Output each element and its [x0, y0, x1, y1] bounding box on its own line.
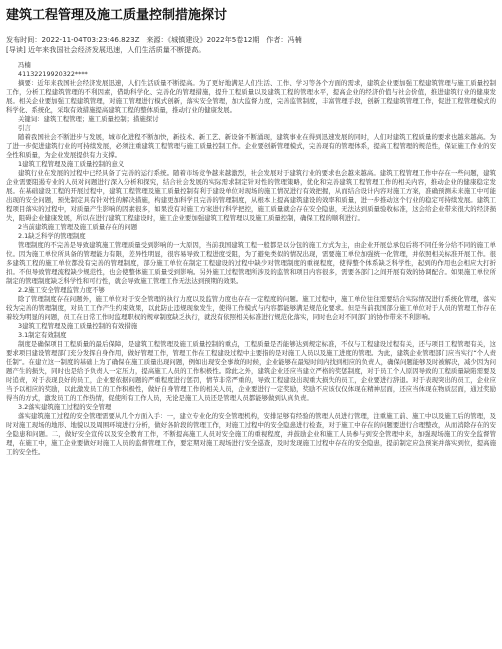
source-label: 来源：: [146, 35, 168, 44]
source-value: 《城镇建设》2022年5卷12期: [167, 35, 260, 44]
section-2-2-heading: 2.2施工安全管理监管力度不够: [18, 286, 105, 294]
section-2-1-paragraph: 管理制度的不完善是导致建筑施工管理质量受到影响的一大原因，当前我国建筑工程一般都是以分包的施工方式为主，由企业开展总承包后将不同任务分给不同的施工单位。因为施工单位所具备的管理能力有限，差异性明显，很容易导致工程进度受阻，为了避免类似的情况出现，需要施工单位加强统一化管理，并依照相关标准开展工作。很多建筑工程的施工单位都没有完善的管理制度，部分施工单位在制定工程建设的过程中缺少对管理制度的重视程度，使得整个体系缺乏科学性，起到的作用也会相应大打折扣。不但导致管理流程缺少规范性，也会使整体施工质量受到影响。另外施工过程管理所涉及的监管和项目内容很多，需要各部门之间开展有效的协调配合。如果施工单位所制定的管理制度缺乏科学性和可行性，就会导致施工管理工作无法达到预期的效果。: [6, 241, 496, 285]
section-3-heading: 3建筑工程管理及施工质量控制的有效措施: [18, 322, 138, 330]
keywords-line: 关键词：建筑工程管理；施工质量控制；措施探讨: [18, 115, 159, 123]
section-3-2-heading: 3.2落实建筑施工过程的安全管理: [18, 403, 112, 411]
section-3-1-paragraph: 制度是确保项目工程质量的最后保障，是建筑工程管理及施工质量控制的重点，工程质量是否能够达到规定标准，不仅与工程建设过程有关，还与项目工程管理有关，这要求项目建设管理部门充分发挥自身作用，做好管理工作，管理工作在工程建设过程中主要指的是对施工人员以及施工进度的管理。为此，建筑企业管理部门应当实行“个人责任制”。在建立这一制度的基础上为了确保在施工质量出现问题，例如出现安全事故的时候，企业能够在最短时间内找到相应的负责人，确保问题能够及时被解决，减少因为问题产生的损失，同时也是给予负责人一定压力，提高施工人员的工作积极性。除此之外，建筑企业还应当建立严格的奖惩制度，对于员工个人原因导致的工程质量缺陷需要及时追责，对于表现良好的员工，企业要依据问题的严重程度进行惩罚，情节非常严重的，导致工程建设出现重大损失的员工，企业要进行辞退。对于表现突出的员工，企业应当予以相应的奖励，以此激发员工的工作积极性，做好自身管理工作的相关人员，企业要进行一定奖励，奖励不应该仅仅体现在精神层面，还应当体现在物质层面，通过奖励得当的方式，激发员工的工作热情，促使所有工作人员，无论是施工人员还是管理人员都能够做到认真负责。: [6, 340, 496, 402]
section-2-2-paragraph: 除了管理制度存在问题外，施工单位对于安全管理的执行力度以及监管力度也存在一定程度的问题。施工过程中，施工单位往往需要结合实际情况进行系统化管理，落实较为完善的管理制度，对员工工作产生约束效果，以此防止违规现象发生，使得工作模式与内容都能够满足规范化要求。但是当前我国部分施工单位对于人员的管理工作存在着较为明显的问题，员工在日常工作时监理职权的规章制度缺乏执行，就没有依照相关标准进行规范化落实，同时也会对不同部门的协作带来不利影响。: [6, 295, 496, 321]
publish-time: 2022-11-04T03:23:46.823Z: [41, 35, 140, 44]
section-1-paragraph: 建筑行业在发展的过程中已经具备了完善的运行系统。随着市场竞争越来越激烈，社会发展对于建筑行业的要求也会越来越高。建筑工程管理工作中存在一些问题，建筑企业需要阻遏专业的人员对问题进行深入分析和探究，结合社会发展的实际需求制定针对性的管理策略，优化和完善建筑工程管理工作的相关内容，推动企业的健康稳定发展。在基础建设工程的开展过程中，建筑工程管理及施工质量控制有利于建设单位对现场的施工情况进行有效把握，从而结合设计内容对施工方案，准确预测未来施工中可能出现的安全问题，预先制定具有针对性的解决措施，构建更加科学且完善的管理制度，从根本上提高建筑建设的效率和质量，进一步推动这个行业的稳定可持续发展。建筑工程项目落实的过程中，对质量产生影响的因素很多，如果没有对施工方案进行科学把控，施工质量就会存在安全隐患，无法达到质量验收标准，这会给企业带来很大的经济损失，阻碍企业健康发展，所以在进行建筑工程建设时，施工企业要加强建筑工程管理以及施工质量控制，确保工程的顺利进行。: [6, 169, 496, 222]
section-1-heading: 1建筑工程管理及施工质量控制的意义: [18, 160, 125, 168]
author-value: 冯楠: [287, 35, 302, 44]
intro-paragraph: 随着我国社会不断进步与发展，城市化进程不断加快，新技术、新工艺、新设备不断涌现，建筑事业在得到迅速发展的同时，人们对建筑工程质量的要求也越来越高。为了进一步促进建筑行业的可持续发展，必须注重建筑工程管理与施工质量控制工作。企业要创新管理模式，完善现有的管理体系，提高工程管理的规范性，保证施工作业的安全性和质量，为企业发展提供有力支撑。: [6, 133, 496, 159]
article-title: 建筑工程管理及施工质量控制措施探讨: [6, 8, 228, 23]
article-meta: [6, 35, 496, 45]
lead-summary: [导读] 近年来我国社会经济发展迅速，人们生活质量不断提高。: [6, 45, 206, 54]
author-id: 41132219920322****: [18, 70, 88, 78]
abstract-paragraph: 摘要：近年来我国社会经济发展迅速，人们生活质量不断提高。为了更好地满足人们生活、工作、学习等各个方面的需求，建筑企业要加强工程建筑管理与施工质量控制工作，分析工程建筑管理的不利因素，借助科学化、完善化的管理措施，提升工程质量以及建筑工程的管理水平，提高企业的经济价值与社会价值，推进建筑行业的健康发展。相关企业要加强工程建筑管理，对施工管理进行模式创新，落实安全管理，加大监督力度，完善监管制度，丰富管理手段，创新工程建筑管理工作，促进工程管理模式的科学化、系统化，采取有效措施提高建筑工程的整体质量，推动行业的健康发展。: [6, 79, 496, 114]
section-2-1-heading: 2.1缺乏科学的管理制度: [18, 232, 86, 240]
intro-heading: 引言: [18, 124, 31, 132]
author-name: 冯楠: [18, 61, 31, 69]
section-2-heading: 2当前建筑施工管理及施工质量存在的问题: [18, 223, 138, 231]
section-3-2-paragraph: 落实建筑施工过程的安全管理需要从几个方面入手：一，建立专业化的安全管理机构，安排足够有经验的管理人员进行管理，注重施工前、施工中以及施工后的管理，及时对施工现场的地形、地貌以及周围环境进行分析，做好各阶段的管理工作，对施工过程中的安全隐患进行检查，对于施工中存在的问题要进行合理整改，从而消除存在的安全隐患和问题。二，做好安全宣传以及安全教育工作，不断提高施工人员对安全施工的重视程度，并鼓励企业和施工人员参与到安全管理中来，加强现场施工的安全监督管理，在施工中，施工企业要做好对施工人员的监督管理工作，要定期对施工现场进行安全巡查，及时发现施工过程中存在的安全隐患，提前制定应急预案并落实到位，提高施工的安全性。: [6, 412, 496, 456]
section-3-1-heading: 3.1制定有效制度: [18, 331, 67, 339]
publish-label: 发布时间：: [6, 35, 42, 44]
author-label: 作者：: [266, 35, 288, 44]
